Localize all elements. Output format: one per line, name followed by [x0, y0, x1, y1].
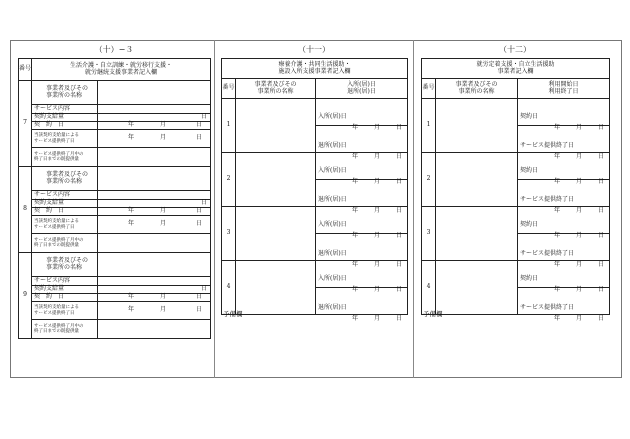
- panel2-header-no: 番号: [222, 79, 236, 99]
- panel3-end-cell: [518, 126, 610, 160]
- year-unit: 年: [352, 178, 359, 185]
- month-unit: 月: [160, 207, 167, 215]
- panel3-contract-label: 契約日: [520, 221, 539, 228]
- end-by-amount-label-text: 当該契約支給量による サービス提供終了日: [34, 305, 79, 316]
- provider-label-text: 事業者及びその 事業所の名称: [46, 256, 89, 271]
- month-unit: 月: [160, 134, 167, 142]
- year-unit: 年: [554, 232, 561, 239]
- day-unit: 日: [598, 124, 605, 131]
- panel2-out-cell: [316, 126, 408, 160]
- panel2-row-number: 3: [222, 207, 236, 261]
- panel1-row-number: 7: [19, 81, 32, 167]
- panel2-in-cell: [316, 261, 408, 293]
- day-unit: 日: [396, 207, 403, 214]
- provider-label: [32, 167, 98, 191]
- year-unit: 年: [554, 207, 561, 214]
- provider-value: [98, 253, 211, 277]
- panel2-title: （十一）: [298, 45, 330, 54]
- day-unit: 日: [396, 153, 403, 160]
- panel2-row-number: 2: [222, 153, 236, 207]
- provider-value: [98, 81, 211, 105]
- year-unit: 年: [352, 124, 359, 131]
- panel1-header-desc: 生活介護・自立訓練・就労移行支援・ 就労継続支援事業者記入欄: [32, 59, 211, 81]
- service-value: [98, 191, 211, 200]
- panel2-in-label: 入所(居)日: [318, 275, 347, 282]
- day-unit: 日: [196, 220, 203, 228]
- year-unit: 年: [352, 261, 359, 268]
- panel2-out-cell: [316, 180, 408, 214]
- panel3-contract-label: 契約日: [520, 113, 539, 120]
- panel3-contract-label: 契約日: [520, 275, 539, 282]
- panel3-provider-value: [436, 207, 518, 261]
- day-unit: 日: [196, 121, 203, 129]
- year-unit: 年: [554, 178, 561, 185]
- month-end-amount-label-text: サービス提供終了月中の 終了日までの既提供量: [34, 151, 84, 162]
- month-unit: 月: [374, 315, 381, 322]
- panel3-notes-label: 予備欄: [423, 310, 443, 318]
- day-unit: 日: [396, 232, 403, 239]
- year-unit: 年: [554, 124, 561, 131]
- panel3-end-label: サービス提供終了日: [520, 250, 575, 257]
- end-by-amount-label: [32, 130, 98, 148]
- month-end-amount-value: [98, 148, 211, 167]
- month-end-amount-label-text: サービス提供終了月中の 終了日までの既提供量: [34, 323, 84, 334]
- year-unit: 年: [128, 134, 135, 142]
- day-unit: 日: [598, 286, 605, 293]
- panel3-row-number: 4: [422, 261, 436, 315]
- panel3-contract-label: 契約日: [520, 167, 539, 174]
- month-unit: 月: [160, 220, 167, 228]
- month-unit: 月: [374, 286, 381, 293]
- day-unit: 日: [598, 315, 605, 322]
- month-end-amount-value: [98, 234, 211, 253]
- month-unit: 月: [576, 315, 583, 322]
- panel2-row-number: 4: [222, 261, 236, 315]
- provider-label-text: 事業者及びその 事業所の名称: [46, 84, 89, 99]
- panel2-provider-value: [236, 153, 316, 207]
- day-unit: 日: [201, 199, 208, 207]
- year-unit: 年: [554, 286, 561, 293]
- panel2-header-desc: 療養介護・共同生活援助・ 施設入所支援事業者記入欄: [222, 59, 408, 79]
- panel3-header-dates: 利用開始日 利用終了日: [518, 79, 610, 99]
- panel3-end-cell: [518, 180, 610, 214]
- contract-date-label: [32, 208, 98, 216]
- end-by-amount-label-text: 当該契約支給量による サービス提供終了日: [34, 133, 79, 144]
- panel2-out-cell: [316, 234, 408, 268]
- year-unit: 年: [554, 315, 561, 322]
- panel2-out-cell: [316, 288, 408, 322]
- panel2-out-label: 退所(居)日: [318, 196, 347, 203]
- panel1-header-no: 番号: [19, 59, 32, 81]
- day-unit: 日: [396, 178, 403, 185]
- month-unit: 月: [374, 232, 381, 239]
- month-unit: 月: [374, 261, 381, 268]
- panel1-title: （十）−３: [94, 45, 134, 54]
- month-unit: 月: [576, 124, 583, 131]
- service-value: [98, 105, 211, 114]
- month-unit: 月: [374, 207, 381, 214]
- panel2-provider-value: [236, 261, 316, 315]
- provider-value: [98, 167, 211, 191]
- month-unit: 月: [374, 153, 381, 160]
- amount-label-text: 契約支給量: [34, 113, 65, 121]
- panel3-header-desc: 就労定着支援・自立生活援助 事業者記入欄: [422, 59, 610, 79]
- end-by-amount-label: [32, 216, 98, 234]
- panel3-header-provider: 事業者及びその 事業所の名称: [436, 79, 518, 99]
- end-by-amount-value: [98, 216, 211, 234]
- panel2-in-label: 入所(居)日: [318, 113, 347, 120]
- amount-label-text: 契約支給量: [34, 199, 65, 207]
- panel2-out-label: 退所(居)日: [318, 250, 347, 257]
- day-unit: 日: [598, 207, 605, 214]
- month-end-amount-value: [98, 320, 211, 339]
- panel3-end-label: サービス提供終了日: [520, 304, 575, 311]
- panel2-provider-value: [236, 207, 316, 261]
- panel3-title: （十二）: [499, 45, 531, 54]
- panel2-out-label: 退所(居)日: [318, 142, 347, 149]
- panel3-contract-cell: [518, 261, 610, 293]
- day-unit: 日: [396, 286, 403, 293]
- day-unit: 日: [598, 153, 605, 160]
- panel-divider: [214, 40, 215, 378]
- year-unit: 年: [352, 232, 359, 239]
- contract-date-label: [32, 294, 98, 302]
- year-unit: 年: [128, 207, 135, 215]
- panel3-end-label: サービス提供終了日: [520, 196, 575, 203]
- panel1-row-number: 8: [19, 167, 32, 253]
- month-unit: 月: [160, 293, 167, 301]
- panel1-row-number: 9: [19, 253, 32, 339]
- year-unit: 年: [128, 306, 135, 314]
- panel2-in-cell: [316, 99, 408, 131]
- month-unit: 月: [576, 286, 583, 293]
- panel2-in-cell: [316, 153, 408, 185]
- month-unit: 月: [374, 178, 381, 185]
- day-unit: 日: [201, 113, 208, 121]
- day-unit: 日: [396, 124, 403, 131]
- month-unit: 月: [160, 121, 167, 129]
- month-end-amount-label: [32, 234, 98, 253]
- panel3-end-cell: [518, 288, 610, 322]
- panel3-provider-value: [436, 261, 518, 315]
- month-end-amount-label: [32, 320, 98, 339]
- day-unit: 日: [196, 293, 203, 301]
- month-unit: 月: [576, 261, 583, 268]
- panel2-provider-value: [236, 99, 316, 153]
- panel3-end-label: サービス提供終了日: [520, 142, 575, 149]
- contract-date-label-text: 契 約 日: [34, 207, 65, 215]
- panel2-in-label: 入所(居)日: [318, 221, 347, 228]
- service-label-text: サービス内容: [34, 104, 71, 112]
- provider-label: [32, 253, 98, 277]
- panel2-out-label: 退所(居)日: [318, 304, 347, 311]
- year-unit: 年: [128, 220, 135, 228]
- year-unit: 年: [352, 153, 359, 160]
- end-by-amount-label: [32, 302, 98, 320]
- panel3-end-cell: [518, 234, 610, 268]
- year-unit: 年: [352, 315, 359, 322]
- day-unit: 日: [196, 207, 203, 215]
- panel2-notes-label: 予備欄: [223, 310, 243, 318]
- contract-date-value: [98, 122, 211, 130]
- panel3-contract-cell: [518, 153, 610, 185]
- day-unit: 日: [396, 315, 403, 322]
- month-unit: 月: [576, 178, 583, 185]
- day-unit: 日: [196, 134, 203, 142]
- year-unit: 年: [352, 286, 359, 293]
- panel2-notes-area: [222, 315, 408, 377]
- month-unit: 月: [576, 232, 583, 239]
- month-unit: 月: [160, 306, 167, 314]
- year-unit: 年: [554, 261, 561, 268]
- year-unit: 年: [128, 293, 135, 301]
- panel3-provider-value: [436, 153, 518, 207]
- panel3-contract-cell: [518, 207, 610, 239]
- amount-label-text: 契約支給量: [34, 285, 65, 293]
- panel3-table: [421, 58, 610, 377]
- contract-date-value: [98, 294, 211, 302]
- panel3-provider-value: [436, 99, 518, 153]
- month-unit: 月: [374, 124, 381, 131]
- panel3-row-number: 1: [422, 99, 436, 153]
- panel3-contract-cell: [518, 99, 610, 131]
- month-unit: 月: [576, 207, 583, 214]
- panel2-row-number: 1: [222, 99, 236, 153]
- provider-label-text: 事業者及びその 事業所の名称: [46, 170, 89, 185]
- panel-divider: [413, 40, 414, 378]
- day-unit: 日: [598, 261, 605, 268]
- month-unit: 月: [576, 153, 583, 160]
- panel3-row-number: 3: [422, 207, 436, 261]
- year-unit: 年: [128, 121, 135, 129]
- contract-date-label-text: 契 約 日: [34, 293, 65, 301]
- year-unit: 年: [352, 207, 359, 214]
- day-unit: 日: [201, 285, 208, 293]
- day-unit: 日: [196, 306, 203, 314]
- panel2-header-dates: 入所(居)日 退所(居)日: [316, 79, 408, 99]
- panel2-header-provider: 事業者及びその 事業所の名称: [236, 79, 316, 99]
- end-by-amount-value: [98, 302, 211, 320]
- panel3-notes-area: [422, 315, 610, 377]
- end-by-amount-value: [98, 130, 211, 148]
- day-unit: 日: [598, 178, 605, 185]
- panel3-row-number: 2: [422, 153, 436, 207]
- amount-value: [98, 114, 211, 122]
- day-unit: 日: [598, 232, 605, 239]
- amount-value: [98, 286, 211, 294]
- provider-label: [32, 81, 98, 105]
- service-value: [98, 277, 211, 286]
- month-end-amount-label: [32, 148, 98, 167]
- panel2-table: [221, 58, 408, 377]
- day-unit: 日: [396, 261, 403, 268]
- panel3-header-no: 番号: [422, 79, 436, 99]
- contract-date-value: [98, 208, 211, 216]
- panel2-in-cell: [316, 207, 408, 239]
- service-label-text: サービス内容: [34, 276, 71, 284]
- amount-value: [98, 200, 211, 208]
- service-label-text: サービス内容: [34, 190, 71, 198]
- end-by-amount-label-text: 当該契約支給量による サービス提供終了日: [34, 219, 79, 230]
- contract-date-label-text: 契 約 日: [34, 121, 65, 129]
- month-end-amount-label-text: サービス提供終了月中の 終了日までの既提供量: [34, 237, 84, 248]
- panel1-table: [18, 58, 211, 339]
- contract-date-label: [32, 122, 98, 130]
- year-unit: 年: [554, 153, 561, 160]
- panel2-in-label: 入所(居)日: [318, 167, 347, 174]
